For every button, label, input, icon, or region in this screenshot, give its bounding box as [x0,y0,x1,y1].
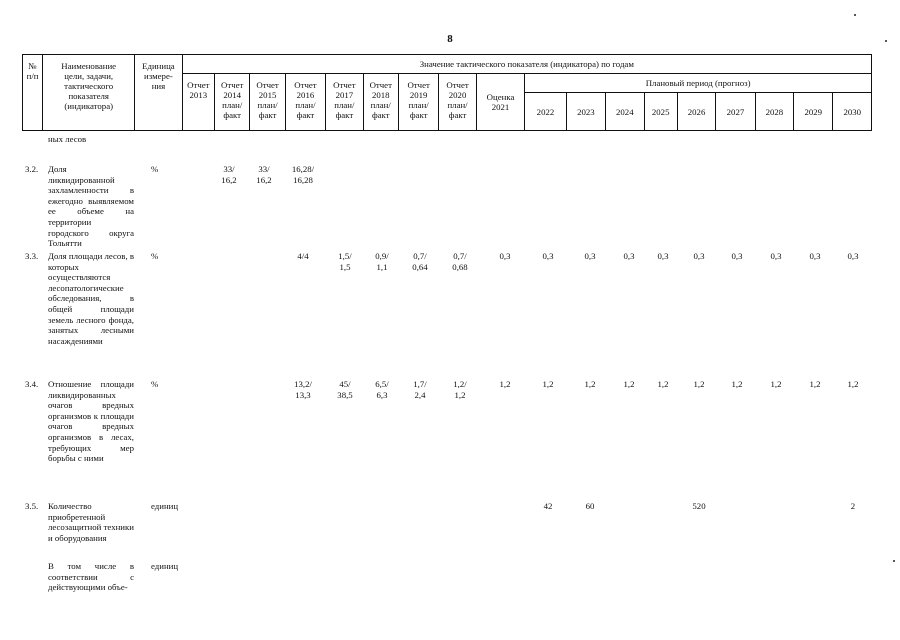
header-values-title: Значение тактического показателя (индикатора) по годам [182,55,871,74]
plan-value: 0,3 [657,251,669,261]
cell-value: 0,7/ 0,68 [452,251,468,272]
cell-value: 13,2/ 13,3 [294,379,312,400]
header-year: 2023 [566,93,605,131]
header-year: 2028 [755,93,793,131]
row-description: Доля площади лесов, в которых осуществляются лесопатологические обследования, в общей площади земель лесного фонда, занятых лесными насаждениями [48,251,134,346]
plan-value: 0,3 [847,251,859,261]
table-header [22,54,872,131]
scan-speck [854,14,856,16]
row-unit: единиц [151,561,179,571]
plan-value: 60 [585,501,595,511]
cell-value: 0,7/ 0,64 [412,251,428,272]
row-description: Отношение площади ликвидированных очагов вредных организмов к площади очагов вредных организмов в лесах, требующих мер борьбы с ними [48,379,134,464]
cell-value: 1,5/ 1,5 [338,251,352,272]
plan-value: 1,2 [809,379,821,389]
plan-value: 0,3 [809,251,821,261]
header-num: № п/п [23,55,43,131]
header-2016: Отчет 2016 план/ факт [285,74,325,131]
continuation-text: ных лесов [48,134,87,144]
plan-value: 1,2 [584,379,596,389]
cell-value: 33/ 16,2 [256,164,272,185]
plan-value: 0,3 [770,251,782,261]
plan-value: 1,2 [847,379,859,389]
plan-value: 0,3 [584,251,596,261]
row-description: Доля ликвидированной захламленности в ежегодно выявляемом ее объеме на территории городского округа Тольятти [48,164,134,249]
cell-value: 0,3 [499,251,511,261]
header-2019: Отчет 2019 план/ факт [398,74,438,131]
row-number: 3.3. [25,251,39,261]
scan-speck [885,40,887,42]
header-plan-title: Плановый период (прогноз) [525,74,872,93]
plan-value: 0,3 [731,251,743,261]
header-year: 2026 [677,93,715,131]
plan-value: 1,2 [657,379,669,389]
row-unit: % [151,379,159,389]
cell-value: 45/ 38,5 [337,379,353,400]
plan-value: 0,3 [693,251,705,261]
plan-value: 1,2 [770,379,782,389]
row-unit: % [151,164,159,174]
header-2018: Отчет 2018 план/ факт [363,74,398,131]
cell-value: 0,9/ 1,1 [375,251,389,272]
header-year: 2027 [716,93,755,131]
row-number: 3.4. [25,379,39,389]
cell-value: 33/ 16,2 [221,164,237,185]
header-year: 2022 [525,93,566,131]
plan-value: 1,2 [542,379,554,389]
row-unit: единиц [151,501,179,511]
header-year: 2024 [606,93,644,131]
plan-value: 2 [850,501,856,511]
row-description: Количество приобретенной лесозащитной техники и оборудования [48,501,134,543]
header-unit: Единица измере- ния [135,55,183,131]
header-estimate: Оценка 2021 [476,74,525,131]
cell-value: 1,2 [499,379,511,389]
plan-value: 0,3 [623,251,635,261]
plan-value: 1,2 [623,379,635,389]
cell-value: 4/4 [297,251,309,261]
plan-value: 42 [543,501,553,511]
plan-value: 0,3 [542,251,554,261]
cell-value: 1,2/ 1,2 [453,379,467,400]
scan-speck [893,560,895,562]
header-2017: Отчет 2017 план/ факт [326,74,363,131]
plan-value: 520 [692,501,706,511]
cell-value: 16,28/ 16,28 [291,164,315,185]
row-unit: % [151,251,159,261]
row-description: В том числе в соответствии с действующими объе- [48,561,134,593]
page-number: 8 [447,33,453,45]
plan-value: 1,2 [731,379,743,389]
header-year: 2029 [794,93,833,131]
header-2014: Отчет 2014 план/ факт [215,74,250,131]
header-year: 2030 [833,93,872,131]
cell-value: 1,7/ 2,4 [413,379,427,400]
plan-value: 1,2 [693,379,705,389]
header-2013: Отчет 2013 [182,74,214,131]
cell-value: 6,5/ 6,3 [375,379,389,400]
header-2020: Отчет 2020 план/ факт [439,74,476,131]
header-year: 2025 [644,93,677,131]
header-name: Наименование цели, задачи, тактического показателя (индикатора) [43,55,135,131]
header-2015: Отчет 2015 план/ факт [250,74,285,131]
row-number: 3.5. [25,501,39,511]
row-number: 3.2. [25,164,39,174]
